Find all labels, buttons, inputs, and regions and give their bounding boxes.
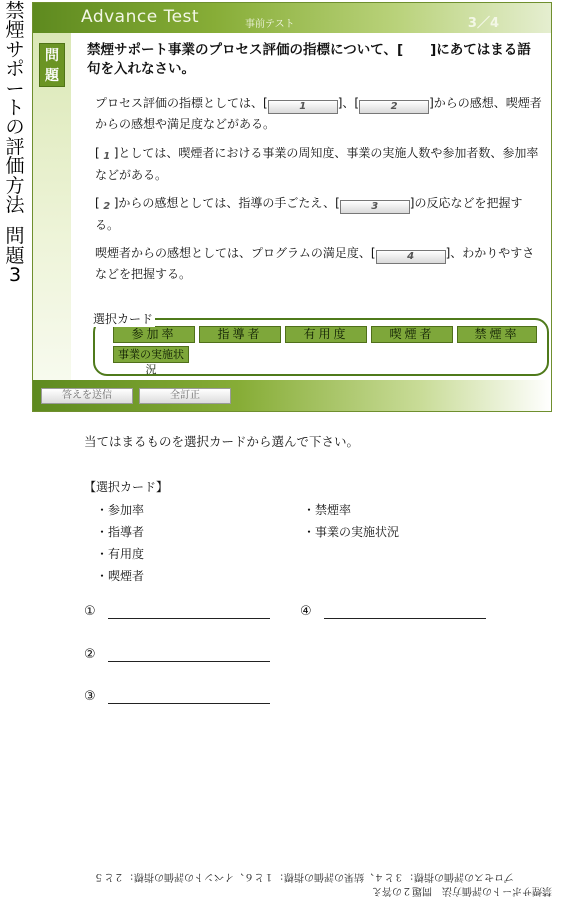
para-text: ]からの感想、喫煙者からの感想や満足度などがある。 [95,96,542,131]
app-title: Advance Test [81,7,200,27]
answer-underline [324,607,486,619]
para-text: 喫煙者からの感想としては、プログラムの満足度、[ [95,246,376,260]
option-item: ・参加率 [96,503,145,517]
selection-card-box [93,318,549,376]
answer-footer-line: プロセスの評価の指標：３と４、結果の評価の指標：１と６、イベントの評価の指標：２と５ [94,871,514,882]
answer-line-3 [84,689,270,704]
para-text: [ [95,196,100,210]
selection-card-label: 選択カード [93,312,154,326]
side-title-char: 価 [5,155,25,178]
side-title-char: ポ [5,58,25,81]
app-subtitle: 事前テスト [245,19,295,30]
para-text: ]としては、喫煙者における事業の周知度、事業の実施人数や参加者数、参加率などがある。 [95,146,539,182]
chip-participation-rate[interactable]: 参加率 [113,326,195,343]
side-title-char: 問 [5,225,25,248]
title-bar [33,3,551,33]
side-title-char: 煙 [5,19,25,42]
option-item: ・禁煙率 [303,503,352,517]
answer-blank-1[interactable]: 1 [268,100,338,114]
side-title-char: 3 [8,264,22,287]
option-item: ・有用度 [96,547,145,561]
answer-number: ③ [84,689,96,704]
chip-instructor[interactable]: 指導者 [199,326,281,343]
side-title-char: 題 [5,244,25,267]
para-text: ]からの感想としては、指導の手ごたえ、[ [113,196,340,210]
side-title-char: ト [5,97,25,120]
side-title-char: 禁 [5,0,25,22]
answer-line-1 [84,604,270,619]
answer-line-4 [300,604,486,619]
chip-smoker[interactable]: 喫煙者 [371,326,453,343]
answer-line-2 [84,647,270,662]
instruction-text: 当てはまるものを選択カードから選んで下さい。 [84,434,360,449]
option-item: ・事業の実施状況 [303,525,400,539]
para-text: ]の反応などを把握する。 [95,196,523,232]
left-strip [33,33,71,380]
answer-number: ② [84,647,96,662]
answer-number: ① [84,604,96,619]
chip-usefulness[interactable]: 有用度 [285,326,367,343]
chip-implementation-status[interactable]: 事業の実施状況 [113,346,189,363]
answer-underline [108,650,270,662]
blank-ref-1: 1 [103,151,111,162]
answer-underline [108,607,270,619]
paragraph-2 [95,143,543,185]
paragraph-4 [95,243,543,284]
side-title-char: ー [5,77,25,100]
chip-quit-rate[interactable]: 禁煙率 [457,326,537,343]
question-badge-label: 問題 [45,48,59,84]
option-item: ・指導者 [96,525,145,539]
option-item: ・喫煙者 [96,569,145,583]
paragraph-3 [95,193,543,235]
bottom-bar [33,380,551,411]
correct-all-button[interactable]: 全訂正 [139,388,231,404]
paragraph-1 [95,93,543,134]
answer-number: ④ [300,604,312,619]
side-title [0,2,30,286]
selection-list-title: 【選択カード】 [84,480,169,494]
para-text: ]、[ [337,96,360,110]
answer-blank-4[interactable]: 4 [376,250,446,264]
answer-blank-3[interactable]: 3 [340,200,410,214]
answer-footer-title: 禁煙サポートの評価方法 問題２の答え [372,885,552,896]
blank-ref-2: 2 [103,201,111,212]
test-window [32,2,552,412]
para-text: ]、わかりやすさなどを把握する。 [95,246,535,281]
side-title-char: 評 [5,135,25,158]
page-indicator: 3／4 [467,16,499,31]
side-title-char: サ [5,38,25,61]
answer-blank-2[interactable]: 2 [359,100,429,114]
side-title-char: 法 [5,194,25,217]
submit-answer-button[interactable]: 答えを送信 [41,388,133,404]
answer-underline [108,692,270,704]
para-text: プロセス評価の指標としては、[ [95,96,268,110]
question-badge [39,43,65,87]
side-title-char: 方 [5,174,25,197]
question-text: 禁煙サポート事業のプロセス評価の指標について、[ ]にあてはまる語句を入れなさい。 [87,42,531,77]
side-title-char: の [5,116,25,139]
para-text: [ [95,146,100,160]
